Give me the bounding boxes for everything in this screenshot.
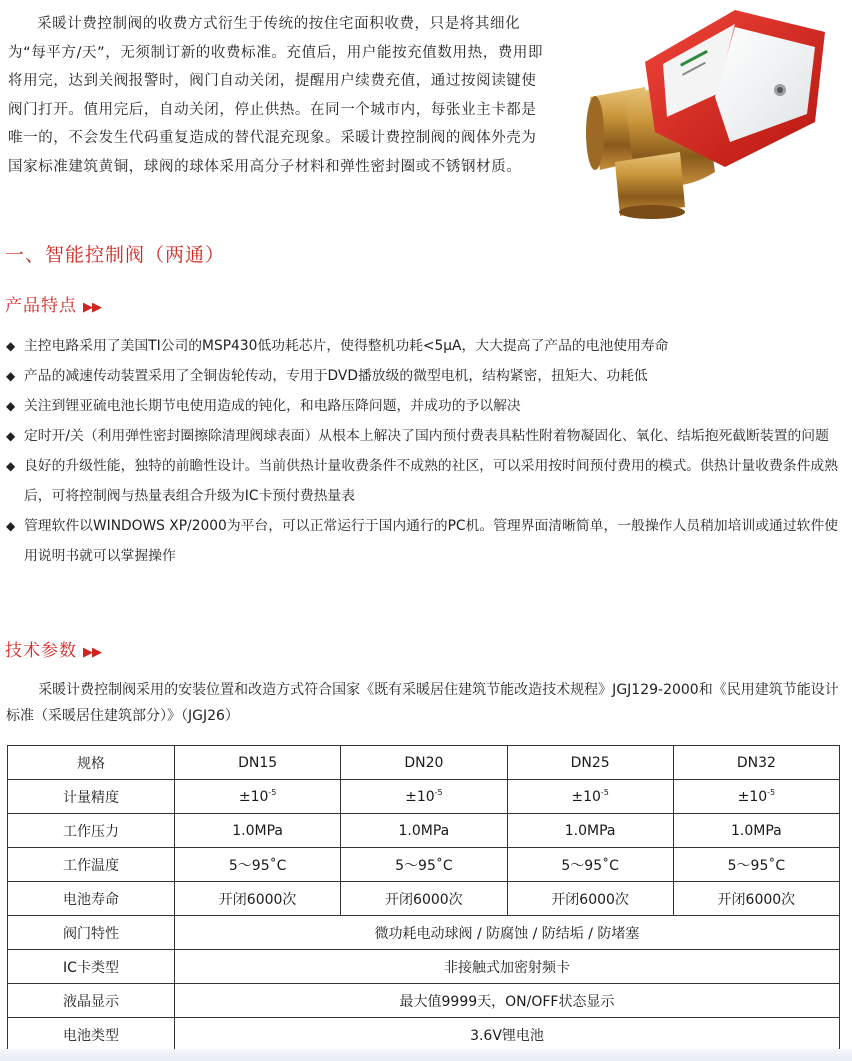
column-header: DN32 <box>673 746 839 780</box>
table-row <box>8 780 840 814</box>
column-header: DN25 <box>507 746 673 780</box>
bottom-strip <box>0 1049 852 1061</box>
diamond-bullet-icon: ◆ <box>6 369 16 383</box>
precision-exponent: -5 <box>600 788 609 797</box>
table-cell: 1.0MPa <box>507 814 673 848</box>
table-row <box>8 1018 840 1052</box>
column-header: DN15 <box>175 746 341 780</box>
table-row <box>8 916 840 950</box>
precision-base: ±10 <box>737 789 768 805</box>
table-row <box>8 984 840 1018</box>
feature-text: 良好的升级性能，独特的前瞻性设计。当前供热计量收费条件不成熟的社区，可以采用按时间预付费用的模式。供热计量收费条件成熟后，可将控制阀与热量表组合升级为IC卡预付费热量表 <box>24 458 839 504</box>
table-cell: 开闭6000次 <box>507 882 673 916</box>
feature-item <box>6 361 848 391</box>
merged-cell: 最大值9999天，ON/OFF状态显示 <box>175 984 840 1018</box>
valve-product-image <box>585 2 847 220</box>
feature-item <box>6 511 848 571</box>
table-cell: 5～95˚C <box>673 848 839 882</box>
precision-base: ±10 <box>571 789 601 805</box>
precision-exponent: -5 <box>767 788 776 797</box>
row-label: 液晶显示 <box>8 984 175 1018</box>
table-cell: 5～95˚C <box>507 848 673 882</box>
spec-table <box>7 745 840 1052</box>
row-label: IC卡类型 <box>8 950 175 984</box>
diamond-bullet-icon: ◆ <box>6 519 16 533</box>
diamond-bullet-icon: ◆ <box>6 429 16 443</box>
table-cell <box>673 780 839 814</box>
merged-cell: 3.6V锂电池 <box>175 1018 840 1052</box>
precision-exponent: -5 <box>268 788 277 797</box>
table-cell: 5～95˚C <box>175 848 341 882</box>
table-header-row <box>8 746 840 780</box>
column-header: DN20 <box>341 746 507 780</box>
diamond-bullet-icon: ◆ <box>6 459 16 473</box>
tech-title-text: 技术参数 <box>5 641 77 661</box>
diamond-bullet-icon: ◆ <box>6 399 16 413</box>
row-label: 工作压力 <box>8 814 175 848</box>
table-row <box>8 950 840 984</box>
table-cell <box>341 780 507 814</box>
table-cell <box>507 780 673 814</box>
row-label: 计量精度 <box>8 780 175 814</box>
precision-base: ±10 <box>405 789 435 805</box>
table-cell: 开闭6000次 <box>673 882 839 916</box>
diamond-bullet-icon: ◆ <box>6 339 16 353</box>
table-row <box>8 814 840 848</box>
row-label: 工作温度 <box>8 848 175 882</box>
tech-intro-text: 采暖计费控制阀采用的安装位置和改造方式符合国家《既有采暖居住建筑节能改造技术规程》JGJ129-2000和《民用建筑节能设计标准（采暖居住建筑部分）》（JGJ26） <box>6 682 839 724</box>
feature-item <box>6 451 848 511</box>
table-row <box>8 882 840 916</box>
double-arrow-icon: ▶▶ <box>83 300 101 315</box>
feature-text: 关注到锂亚硫电池长期节电使用造成的钝化，和电路压降问题，并成功的予以解决 <box>24 398 521 414</box>
table-cell <box>175 780 341 814</box>
table-cell: 开闭6000次 <box>341 882 507 916</box>
row-label: 电池寿命 <box>8 882 175 916</box>
merged-cell: 微功耗电动球阀 / 防腐蚀 / 防结垢 / 防堵塞 <box>175 916 840 950</box>
table-row <box>8 848 840 882</box>
precision-exponent: -5 <box>434 788 443 797</box>
precision-base: ±10 <box>238 789 269 805</box>
double-arrow-icon: ▶▶ <box>83 645 101 660</box>
feature-item <box>6 331 848 361</box>
feature-text: 定时开/关（利用弹性密封圈擦除清理阀球表面）从根本上解决了国内预付费表具粘性附着物凝固化、氧化、结垢抱死截断装置的问题 <box>24 428 829 444</box>
table-cell: 1.0MPa <box>175 814 341 848</box>
table-cell: 开闭6000次 <box>175 882 341 916</box>
table-cell: 5～95˚C <box>341 848 507 882</box>
feature-text: 管理软件以WINDOWS XP/2000为平台，可以正常运行于国内通行的PC机。管理界面清晰简单，一般操作人员稍加培训或通过软件使用说明书就可以掌握操作 <box>24 518 839 564</box>
table-cell: 1.0MPa <box>673 814 839 848</box>
row-label: 电池类型 <box>8 1018 175 1052</box>
tech-title <box>5 636 101 661</box>
row-label: 阀门特性 <box>8 916 175 950</box>
feature-item <box>6 421 848 451</box>
feature-item <box>6 391 848 421</box>
feature-text: 产品的减速传动装置采用了全铜齿轮传动，专用于DVD播放级的微型电机，结构紧密，扭矩大、功耗低 <box>24 368 648 384</box>
intro-paragraph: 采暖计费控制阀的收费方式衍生于传统的按住宅面积收费，只是将其细化为“每平方/天”，无须制订新的收费标准。充值后，用户能按充值数用热，费用即将用完，达到关阀报警时，阀门自动关闭，提醒用户续费充值，通过按阅读键使阀门打开。值用完后，自动关闭，停止供热。在同一个城市内，每张业主卡都是唯一的，不会发生代码重复造成的替代混充现象。采暖计费控制阀的阀体外壳为国家标准建筑黄铜，球阀的球体采用高分子材料和弹性密封圈或不锈钢材质。 <box>8 16 544 175</box>
merged-cell: 非接触式加密射频卡 <box>175 950 840 984</box>
table-cell: 1.0MPa <box>341 814 507 848</box>
section-title: 一、智能控制阀（两通） <box>5 244 226 266</box>
features-title-text: 产品特点 <box>5 296 77 316</box>
feature-text: 主控电路采用了美国TI公司的MSP430低功耗芯片，使得整机功耗<5μA，大大提高了产品的电池使用寿命 <box>24 338 669 354</box>
features-title <box>5 291 101 316</box>
features-list <box>6 331 848 571</box>
row-label: 规格 <box>8 746 175 780</box>
